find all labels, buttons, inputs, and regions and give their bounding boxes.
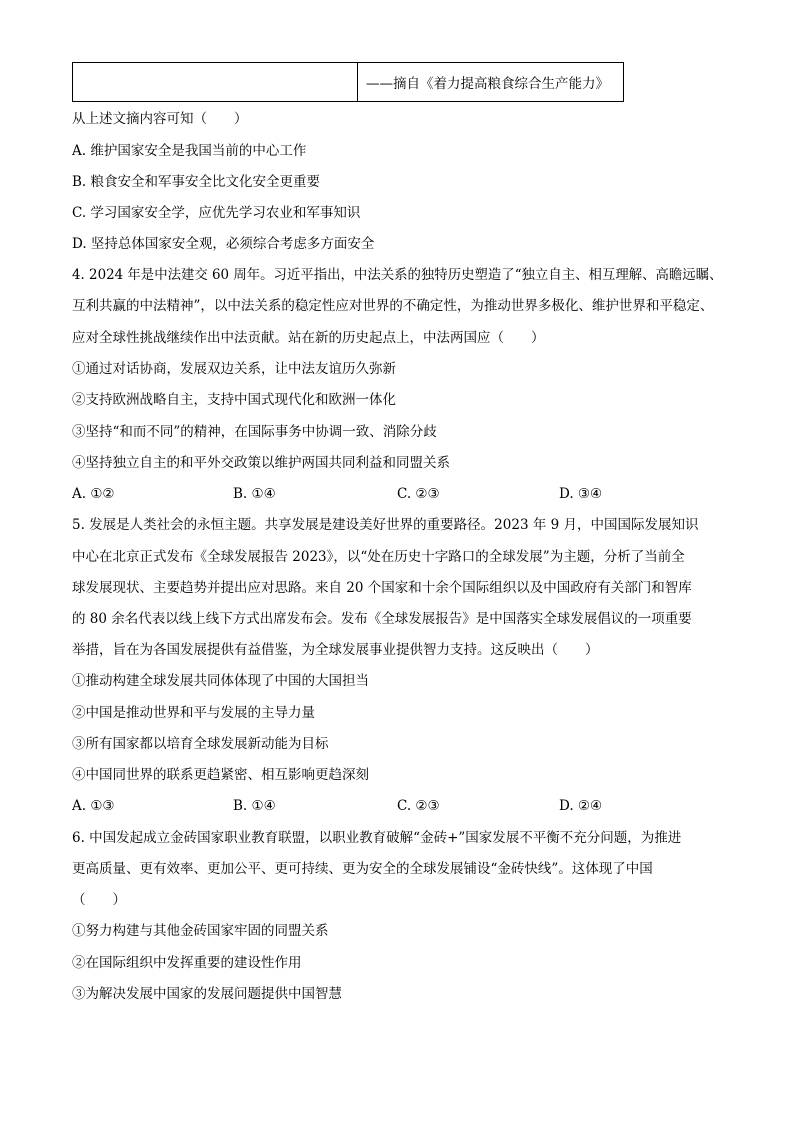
q3-option-d: D. 坚持总体国家安全观，必须综合考虑多方面安全	[72, 236, 375, 252]
q6-item-1: ①努力构建与其他金砖国家牢固的同盟关系	[72, 923, 329, 939]
q4-stem-line-3: 应对全球性挑战继续作出中法贡献。站在新的历史起点上，中法两国应（ ）	[72, 330, 545, 346]
source-table	[72, 62, 624, 102]
q5-choice-b: B. ①④	[233, 798, 276, 814]
q4-choices	[72, 485, 632, 503]
q5-stem-line-1: 5. 发展是人类社会的永恒主题。共享发展是建设美好世界的重要路径。2023 年 9 月，中国国际发展知识	[72, 517, 699, 533]
q5-item-2: ②中国是推动世界和平与发展的主导力量	[72, 705, 315, 721]
q5-item-1: ①推动构建全球发展共同体体现了中国的大国担当	[72, 673, 369, 689]
source-citation: ——摘自《着力提高粮食综合生产能力》	[366, 76, 609, 92]
q6-stem-line-2: 更高质量、更有效率、更加公平、更可持续、更为安全的全球发展铺设“金砖快线”。这体现了中国	[72, 861, 653, 877]
q5-item-3: ③所有国家都以培育全球发展新动能为目标	[72, 736, 329, 752]
q5-stem-line-3: 球发展现状、主要趋势并提出应对思路。来自 20 个国家和十余个国际组织以及中国政府有关部门和智库	[72, 580, 692, 596]
q4-choice-c: C. ②③	[397, 486, 440, 502]
q4-stem-line-1: 4. 2024 年是中法建交 60 周年。习近平指出，中法关系的独特历史塑造了“独立自主、相互理解、高瞻远瞩、	[72, 267, 723, 283]
q4-item-3: ③坚持“和而不同”的精神，在国际事务中协调一致、消除分歧	[72, 424, 437, 440]
q6-stem-line-1: 6. 中国发起成立金砖国家职业教育联盟，以职业教育破解“金砖+”国家发展不平衡不充分问题，为推进	[72, 830, 682, 846]
q6-item-3: ③为解决发展中国家的发展问题提供中国智慧	[72, 986, 342, 1002]
q3-option-a: A. 维护国家安全是我国当前的中心工作	[72, 143, 307, 159]
q3-option-c: C. 学习国家安全学，应优先学习农业和军事知识	[72, 205, 361, 221]
q3-stem: 从上述文摘内容可知（ ）	[72, 111, 248, 127]
q5-choice-a: A. ①③	[72, 798, 115, 814]
q5-choices	[72, 797, 632, 815]
source-table-empty-cell	[73, 63, 358, 101]
q4-stem-line-2: 互利共赢的中法精神”，以中法关系的稳定性应对世界的不确定性，为推动世界多极化、维护世界和平稳定、	[72, 298, 714, 314]
q4-choice-b: B. ①④	[233, 486, 276, 502]
q4-item-1: ①通过对话协商，发展双边关系，让中法友谊历久弥新	[72, 361, 396, 377]
q5-item-4: ④中国同世界的联系更趋紧密、相互影响更趋深刻	[72, 767, 369, 783]
q4-choice-a: A. ①②	[72, 486, 115, 502]
q6-item-2: ②在国际组织中发挥重要的建设性作用	[72, 955, 302, 971]
q6-stem-line-3: （ ）	[72, 892, 126, 908]
q5-choice-c: C. ②③	[397, 798, 440, 814]
q4-choice-d: D. ③④	[559, 486, 603, 502]
q5-stem-line-2: 中心在北京正式发布《全球发展报告 2023》，以“处在历史十字路口的全球发展”为主题，分析了当前全	[72, 549, 685, 565]
q5-choice-d: D. ②④	[559, 798, 603, 814]
q4-item-4: ④坚持独立自主的和平外交政策以维护两国共同利益和同盟关系	[72, 455, 450, 471]
q5-stem-line-5: 举措，旨在为各国发展提供有益借鉴，为全球发展事业提供智力支持。这反映出（ ）	[72, 642, 599, 658]
q4-item-2: ②支持欧洲战略自主，支持中国式现代化和欧洲一体化	[72, 392, 396, 408]
q3-option-b: B. 粮食安全和军事安全比文化安全更重要	[72, 174, 321, 190]
q5-stem-line-4: 的 80 余名代表以线上线下方式出席发布会。发布《全球发展报告》是中国落实全球发展倡议的一项重要	[72, 611, 692, 627]
